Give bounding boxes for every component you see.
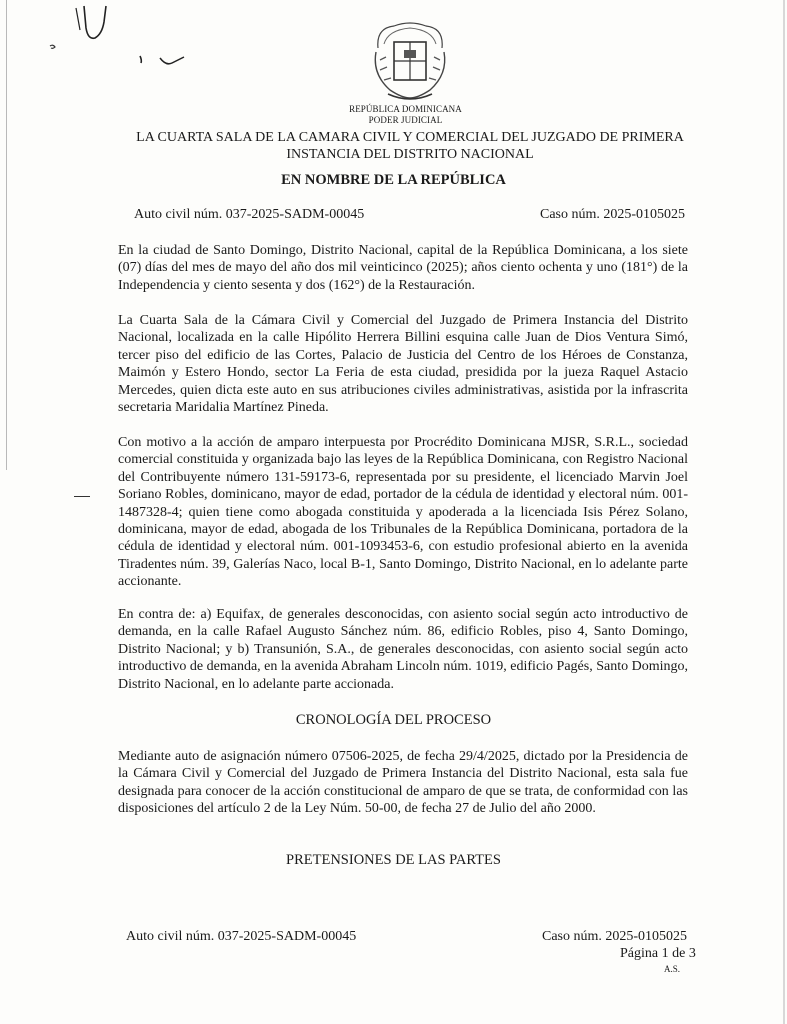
section-title-claims: PRETENSIONES DE LAS PARTES [286, 852, 501, 868]
footer-case-number: Caso núm. 2025-0105025 [542, 929, 688, 944]
section-title-chronology: CRONOLOGÍA DEL PROCESO [295, 712, 492, 728]
paragraph-court: La Cuarta Sala de la Cámara Civil y Comercial del Juzgado de Primera Instancia del Distrito Nacional, localizada en la calle Hipólito Herrera Billini esquina calle Juan de Dios Ventura Simó, tercer piso del edificio de las Cortes, Palacio de Justicia del Centro de los Héroes de Constanza, Maimón y Estero Hondo, sector La Feria de esta ciudad, presidida por la jueza Raquel Astacio Mercedes, quien dicta este auto en sus atribuciones civiles administrativas, asistida por la infrascrita secretaria Maridalia Martínez Pineda. [118, 313, 688, 416]
auto-number: Auto civil núm. 037-2025-SADM-00045 [134, 207, 365, 222]
scan-edge [783, 0, 785, 1024]
court-name [100, 129, 720, 163]
paragraph-plaintiff: Con motivo a la acción de amparo interpuesta por Procrédito Dominicana MJSR, S.R.L., sociedad comercial constituida y organizada bajo las leyes de la República Dominicana, con Registro Nacional del Contribuyente número 131-59173-6, representada por su presidente, el licenciado Marvin Joel Soriano Robles, dominicano, mayor de edad, portador de la cédula de identidad y electoral núm. 001-1487328-4; quien tiene como abogada constituida y apoderada a la licenciada Isis Pérez Solano, dominicana, mayor de edad, abogada de los Tribunales de la República Dominicana, portadora de la cédula de identidad y electoral núm. 001-1093453-6, con estudio profesional abierto en la avenida Tiradentes núm. 39, Galerías Naco, local B-1, Santo Domingo, Distrito Nacional, en lo adelante parte accionante. [118, 435, 688, 590]
initials: A.S. [663, 964, 680, 974]
paragraph-chronology: Mediante auto de asignación número 07506-2025, de fecha 29/4/2025, dictado por la Presidencia de la Cámara Civil y Comercial del Juzgado de Primera Instancia del Distrito Nacional, esta sala fue designada para conocer de la acción constitucional de amparo de que se trata, de conformidad con las disposiciones del artículo 2 de la Ley Núm. 50-00, de fecha 27 de Julio del año 2000. [118, 749, 688, 817]
paragraph-date: En la ciudad de Santo Domingo, Distrito Nacional, capital de la República Dominicana, a los siete (07) días del mes de mayo del año dos mil veinticinco (2025); años ciento ochenta y uno (181°) de la Independencia y ciento sesenta y dos (162°) de la Restauración. [118, 243, 688, 293]
handwritten-mark-icon [0, 0, 220, 90]
case-number: Caso núm. 2025-0105025 [540, 207, 686, 222]
country-caption: REPÚBLICA DOMINICANA [349, 104, 462, 114]
document-heading: EN NOMBRE DE LA REPÚBLICA [281, 172, 506, 188]
coat-of-arms-icon [368, 18, 452, 104]
page-number: Página 1 de 3 [620, 946, 696, 961]
margin-mark [74, 496, 90, 497]
court-name-line-2: INSTANCIA DEL DISTRITO NACIONAL [286, 147, 534, 162]
branch-caption: PODER JUDICIAL [368, 115, 443, 125]
paragraph-defendants: En contra de: a) Equifax, de generales desconocidas, con asiento social según acto introductivo de demanda, en la calle Rafael Augusto Sánchez núm. 86, edificio Robles, piso 4, Santo Domingo, Distrito Nacional; y b) Transunión, S.A., de generales desconocidas, con asiento social según acto introductivo de demanda, en la avenida Abraham Lincoln núm. 1019, edificio Pagés, Santo Domingo, Distrito Nacional, en lo adelante parte accionada. [118, 607, 688, 692]
footer-auto-number: Auto civil núm. 037-2025-SADM-00045 [126, 929, 357, 944]
court-name-line-1: LA CUARTA SALA DE LA CAMARA CIVIL Y COMERCIAL DEL JUZGADO DE PRIMERA [136, 130, 684, 145]
